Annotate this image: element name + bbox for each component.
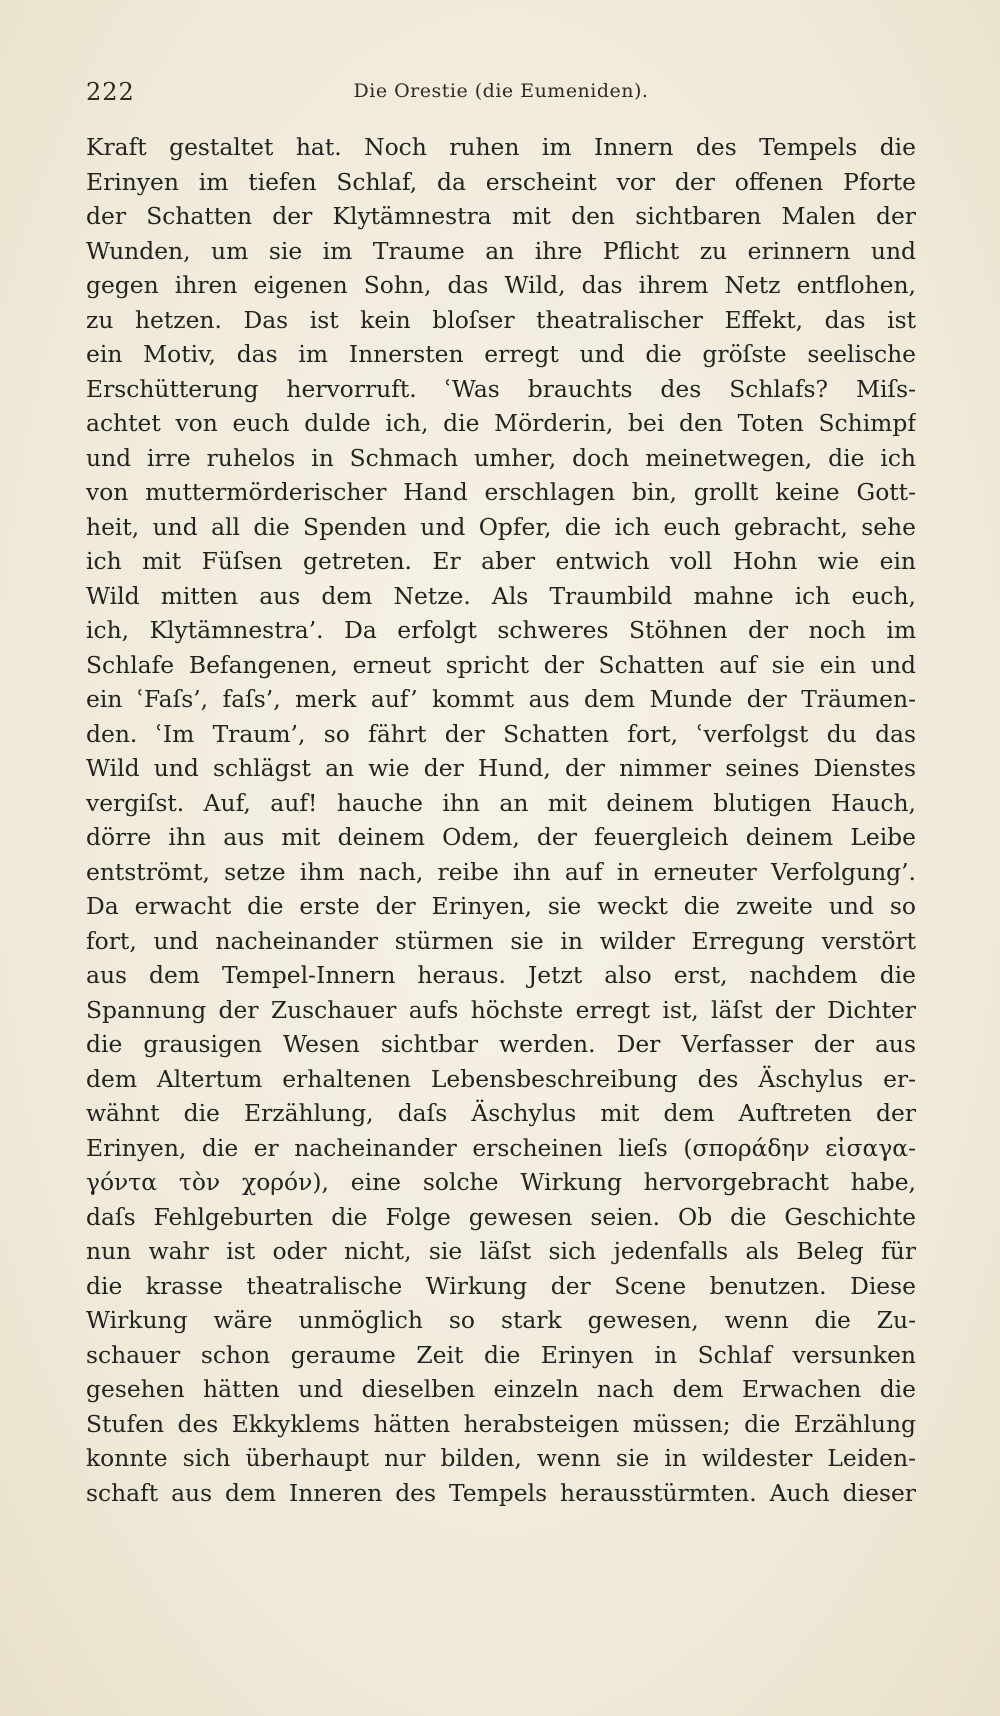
- text-line: von muttermörderischer Hand erschlagen bin, grollt keine Gott-: [86, 478, 916, 506]
- text-line: Erinyen im tiefen Schlaf, da erscheint vor der offenen Pforte: [86, 167, 916, 196]
- text-line: daſs Fehlgeburten die Folge gewesen seien. Ob die Geschichte: [86, 1202, 916, 1231]
- text-line: Erinyen, die er nacheinander erscheinen lieſs (σποράδην εἰσαγα-: [86, 1133, 916, 1162]
- text-line: Da erwacht die erste der Erinyen, sie weckt die zweite und so: [86, 892, 916, 920]
- text-line: schauer schon geraume Zeit die Erinyen in Schlaf versunken: [86, 1340, 916, 1369]
- text-line: entströmt, setze ihm nach, reibe ihn auf in erneuter Verfolgung’.: [86, 857, 916, 886]
- text-line: Spannung der Zuschauer aufs höchste erregt ist, läſst der Dichter: [86, 995, 916, 1024]
- text-line: und irre ruhelos in Schmach umher, doch meinetwegen, die ich: [86, 443, 916, 472]
- text-line: die grausigen Wesen sichtbar werden. Der Verfasser der aus: [86, 1030, 916, 1058]
- page-header: [86, 78, 916, 108]
- text-line: fort, und nacheinander stürmen sie in wilder Erregung verstört: [86, 926, 916, 955]
- text-line: dörre ihn aus mit deinem Odem, der feuergleich deinem Leibe: [86, 823, 916, 851]
- running-title: Die Orestie (die Eumeniden).: [353, 80, 649, 102]
- text-line: gegen ihren eigenen Sohn, das Wild, das ihrem Netz entflohen,: [86, 271, 916, 299]
- text-line: ein ʿFaſs’, faſs’, merk auf’ kommt aus dem Munde der Träumen-: [86, 685, 916, 713]
- text-line: dem Altertum erhaltenen Lebensbeschreibung des Äschylus er-: [86, 1064, 916, 1093]
- text-line: konnte sich überhaupt nur bilden, wenn sie in wildester Leiden-: [86, 1444, 916, 1472]
- text-line: Erschütterung hervorruft. ʿWas brauchts des Schlafs? Miſs-: [86, 374, 916, 403]
- text-line: heit, und all die Spenden und Opfer, die ich euch gebracht, sehe: [86, 512, 916, 541]
- text-line: schaft aus dem Inneren des Tempels herausstürmten. Auch dieser: [86, 1478, 916, 1507]
- text-line: Wild und schlägst an wie der Hund, der nimmer seines Dienstes: [86, 754, 916, 782]
- text-line: vergiſst. Auf, auf! hauche ihn an mit deinem blutigen Hauch,: [86, 788, 916, 817]
- text-line: Schlafe Befangenen, erneut spricht der Schatten auf sie ein und: [86, 650, 916, 679]
- text-line: wähnt die Erzählung, daſs Äschylus mit dem Auftreten der: [86, 1099, 916, 1127]
- text-line: Wirkung wäre unmöglich so stark gewesen, wenn die Zu-: [86, 1306, 916, 1334]
- text-line: Kraft gestaltet hat. Noch ruhen im Innern des Tempels die: [86, 133, 916, 161]
- text-line: nun wahr ist oder nicht, sie läſst sich jedenfalls als Beleg für: [86, 1237, 916, 1265]
- text-line: aus dem Tempel-Innern heraus. Jetzt also erst, nachdem die: [86, 961, 916, 989]
- text-line: den. ʿIm Traum’, so fährt der Schatten fort, ʿverfolgst du das: [86, 719, 916, 748]
- text-line: ein Motiv, das im Innersten erregt und die gröſste seelische: [86, 340, 916, 368]
- text-line: zu hetzen. Das ist kein bloſser theatralischer Effekt, das ist: [86, 305, 916, 334]
- text-line: der Schatten der Klytämnestra mit den sichtbaren Malen der: [86, 202, 916, 230]
- text-line: Wunden, um sie im Traume an ihre Pflicht zu erinnern und: [86, 236, 916, 265]
- text-line: ich, Klytämnestra’. Da erfolgt schweres Stöhnen der noch im: [86, 616, 916, 644]
- text-line: gesehen hätten und dieselben einzeln nach dem Erwachen die: [86, 1375, 916, 1403]
- text-line: Stufen des Ekkyklems hätten herabsteigen müssen; die Erzählung: [86, 1409, 916, 1438]
- text-line: Wild mitten aus dem Netze. Als Traumbild mahne ich euch,: [86, 581, 916, 610]
- text-line: achtet von euch dulde ich, die Mörderin, bei den Toten Schimpf: [86, 409, 916, 437]
- text-line: die krasse theatralische Wirkung der Scene benutzen. Diese: [86, 1271, 916, 1300]
- page-number: 222: [86, 78, 135, 106]
- text-line: ich mit Füſsen getreten. Er aber entwich voll Hohn wie ein: [86, 547, 916, 575]
- text-line: γόντα τὸν χορόν), eine solche Wirkung hervorgebracht habe,: [86, 1168, 916, 1196]
- body-text: [86, 130, 916, 1510]
